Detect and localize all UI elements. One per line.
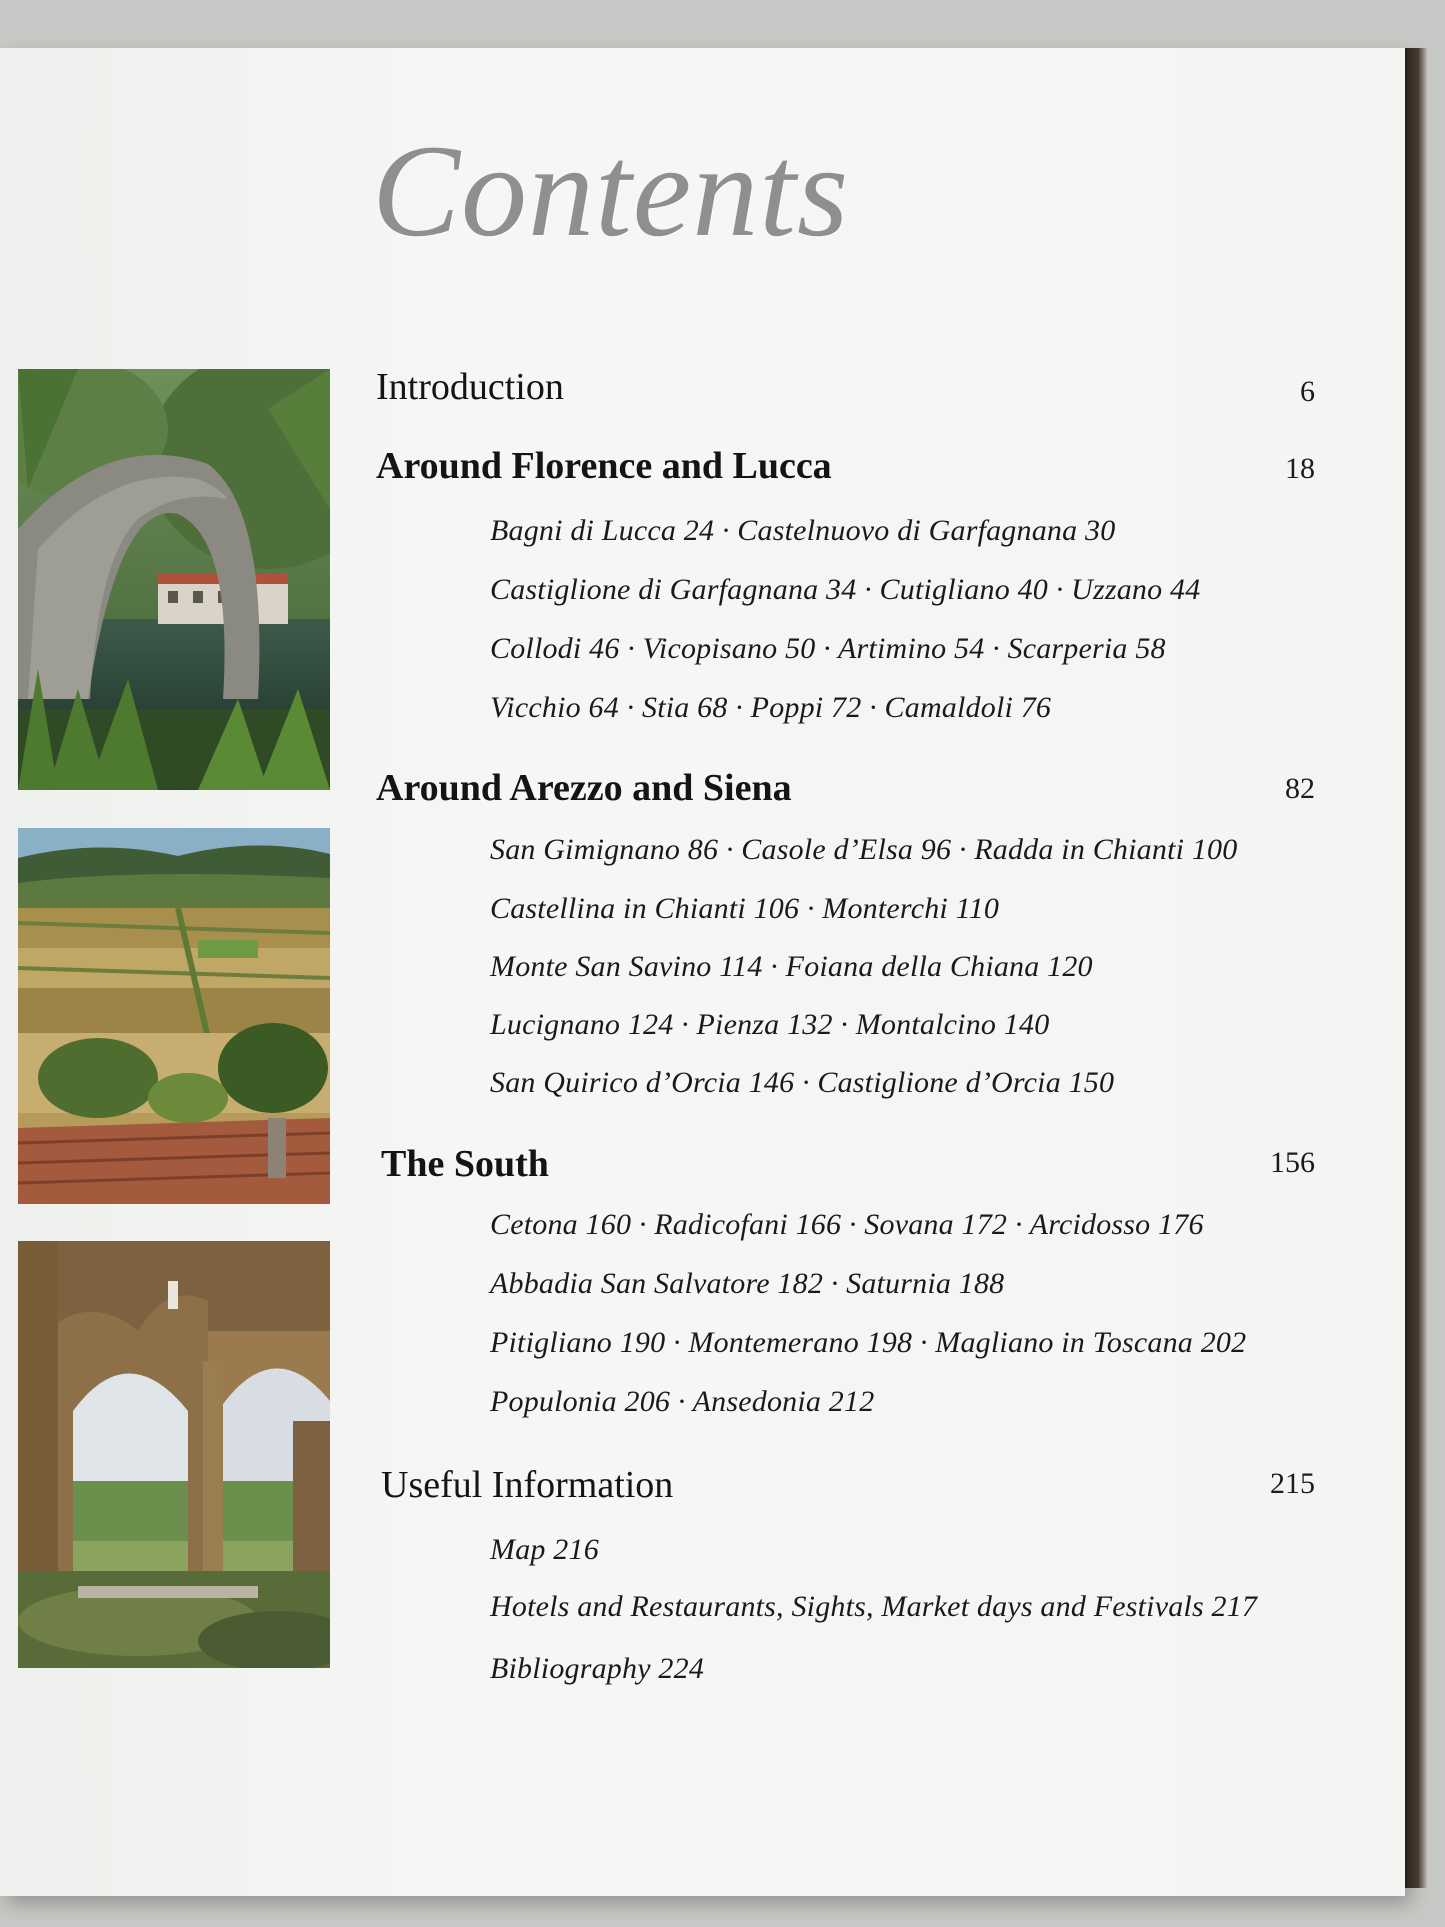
toc-entry: Map 216 <box>490 1533 599 1566</box>
toc-entry: Abbadia San Salvatore 182 · Saturnia 188 <box>490 1267 1005 1300</box>
toc-entry: Bagni di Lucca 24 · Castelnuovo di Garfagnana 30 <box>490 514 1116 547</box>
section-page-number: 215 <box>1270 1467 1315 1500</box>
toc-entry: Collodi 46 · Vicopisano 50 · Artimino 54 · Scarperia 58 <box>490 632 1166 665</box>
toc-entry: San Quirico d’Orcia 146 · Castiglione d’Orcia 150 <box>490 1066 1115 1099</box>
toc-entry: Monte San Savino 114 · Foiana della Chiana 120 <box>490 950 1093 983</box>
abbey-arches-photo <box>18 1241 330 1668</box>
section-heading: Introduction <box>376 366 564 408</box>
farmland-valley-photo <box>18 828 330 1204</box>
toc-entry: Bibliography 224 <box>490 1652 705 1685</box>
section-heading: The South <box>381 1143 549 1185</box>
book-edge <box>1405 48 1427 1888</box>
section-page-number: 82 <box>1285 772 1315 805</box>
toc-entry: Vicchio 64 · Stia 68 · Poppi 72 · Camaldoli 76 <box>490 691 1052 724</box>
toc-entry: Lucignano 124 · Pienza 132 · Montalcino 140 <box>490 1008 1050 1041</box>
toc-entry: Hotels and Restaurants, Sights, Market days and Festivals 217 <box>490 1590 1258 1623</box>
toc-entry: Castiglione di Garfagnana 34 · Cutigliano 40 · Uzzano 44 <box>490 573 1201 606</box>
toc-entry: Castellina in Chianti 106 · Monterchi 110 <box>490 892 1000 925</box>
section-page-number: 156 <box>1270 1146 1315 1179</box>
page-title: Contents <box>372 117 850 264</box>
toc-entry: Cetona 160 · Radicofani 166 · Sovana 172 · Arcidosso 176 <box>490 1208 1204 1241</box>
toc-entry: San Gimignano 86 · Casole d’Elsa 96 · Radda in Chianti 100 <box>490 833 1238 866</box>
section-heading: Around Florence and Lucca <box>376 445 832 487</box>
section-heading: Useful Information <box>381 1464 674 1506</box>
toc-entry: Populonia 206 · Ansedonia 212 <box>490 1385 875 1418</box>
stone-arch-bridge-photo <box>18 369 330 790</box>
toc-entry: Pitigliano 190 · Montemerano 198 · Magliano in Toscana 202 <box>490 1326 1247 1359</box>
section-heading: Around Arezzo and Siena <box>376 767 792 809</box>
section-page-number: 18 <box>1285 452 1315 485</box>
section-page-number: 6 <box>1300 375 1315 408</box>
